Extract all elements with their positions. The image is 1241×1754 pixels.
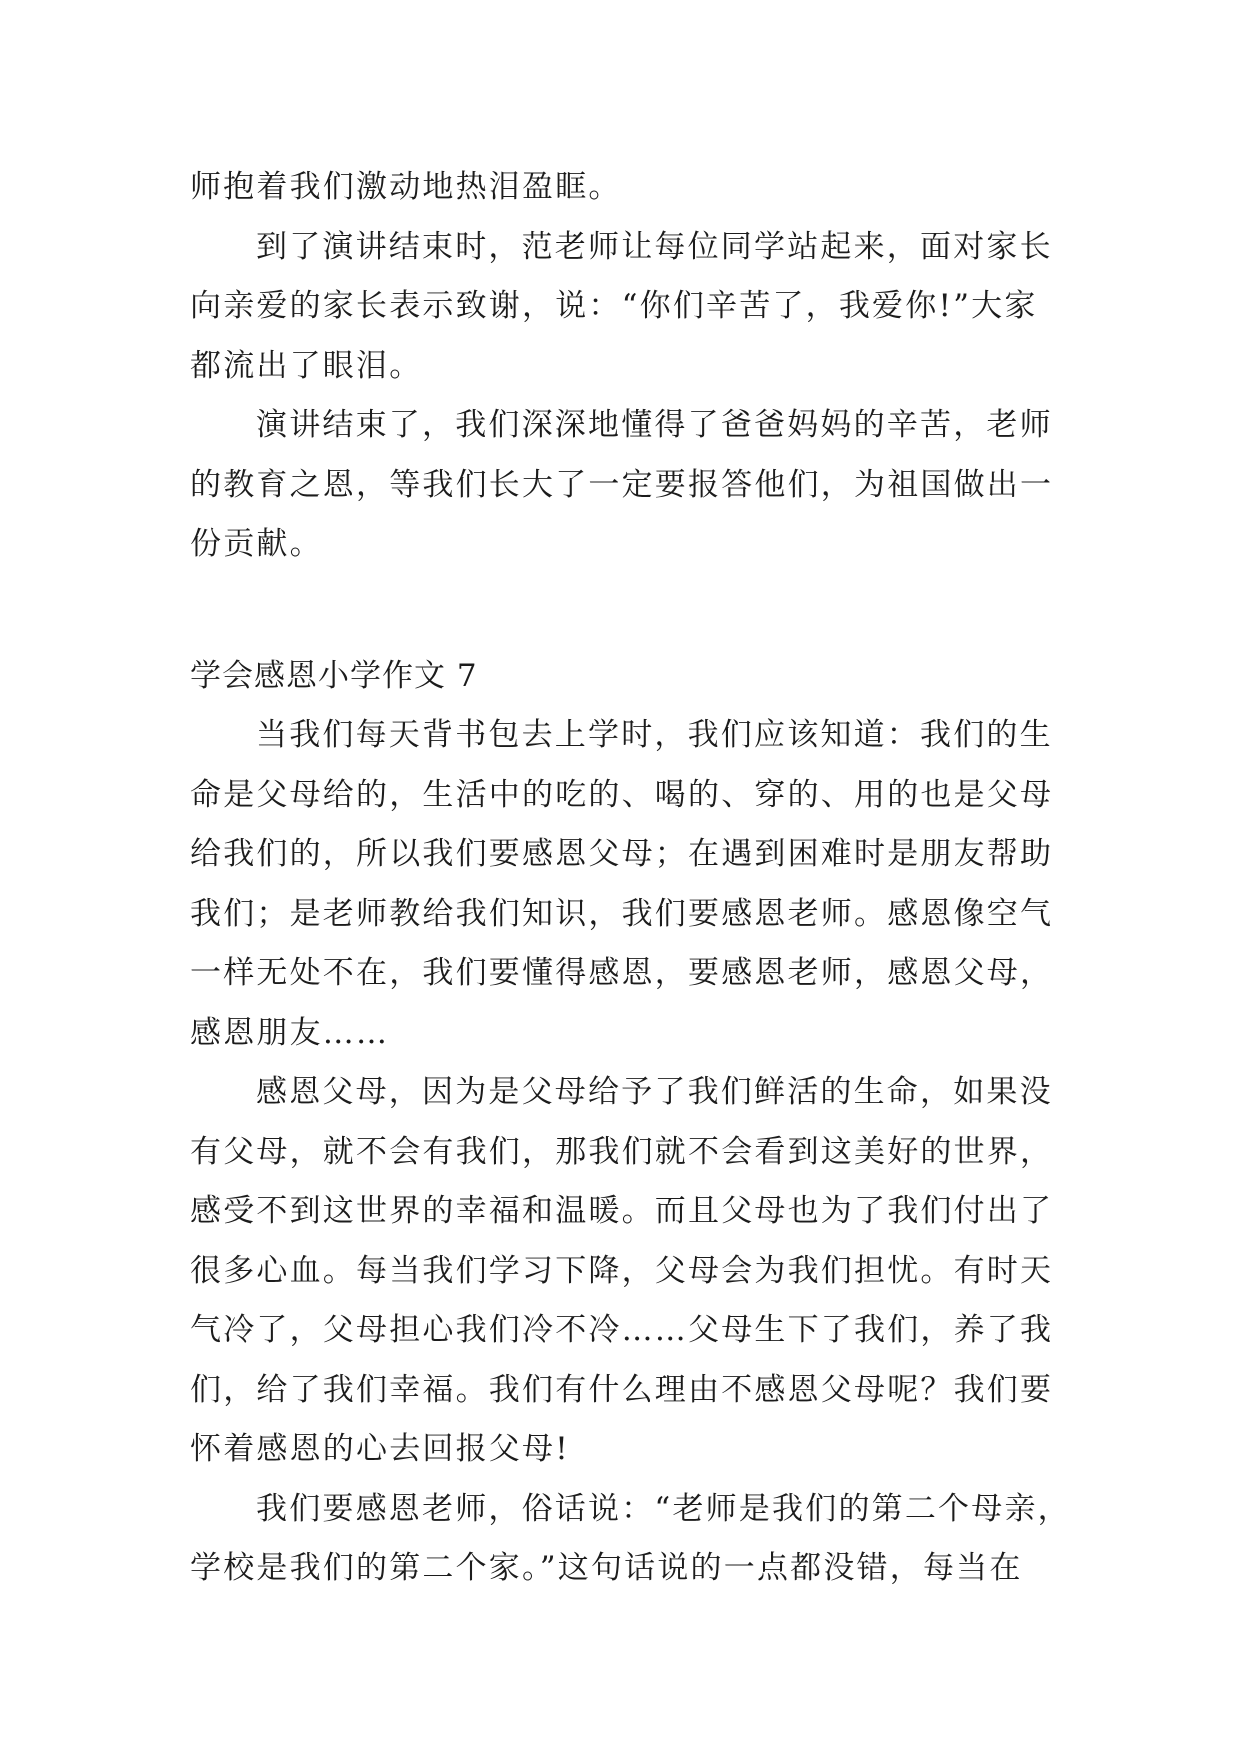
- text-line: 我们要感恩老师，俗话说：“老师是我们的第二个母亲，: [256, 1490, 1071, 1527]
- essay-title: 学会感恩小学作文 7: [190, 657, 478, 694]
- text-line: 向亲爱的家长表示致谢，说：“你们辛苦了，我爱你!”大家: [190, 288, 1038, 324]
- text-line: 演讲结束了，我们深深地懂得了爸爸妈妈的辛苦，老师: [256, 407, 1053, 443]
- text-line: 命是父母给的，生活中的吃的、喝的、穿的、用的也是父母: [190, 776, 1054, 813]
- text-line: 感受不到这世界的幸福和温暖。而且父母也为了我们付出了: [190, 1193, 1054, 1229]
- section-gap: [190, 575, 1070, 647]
- paragraph: [190, 158, 1070, 218]
- paragraph: [190, 396, 1070, 575]
- text-line: 都流出了眼泪。: [190, 347, 423, 384]
- text-line: 很多心血。每当我们学习下降，父母会为我们担忧。有时天: [190, 1252, 1054, 1289]
- text-line: 有父母，就不会有我们，那我们就不会看到这美好的世界，: [190, 1133, 1054, 1170]
- text-line: 怀着感恩的心去回报父母!: [190, 1431, 570, 1467]
- paragraph: [190, 1063, 1070, 1480]
- text-line: 感恩朋友……: [190, 1014, 390, 1051]
- text-line: 份贡献。: [190, 526, 323, 562]
- text-line: 到了演讲结束时，范老师让每位同学站起来，面对家长: [256, 228, 1053, 265]
- text-line: 学校是我们的第二个家。”这句话说的一点都没错，每当在: [190, 1550, 1023, 1586]
- text-line: 的教育之恩，等我们长大了一定要报答他们，为祖国做出一: [190, 466, 1054, 503]
- text-line: 一样无处不在，我们要懂得感恩，要感恩老师，感恩父母，: [190, 955, 1054, 991]
- text-line: 师抱着我们激动地热泪盈眶。: [190, 169, 622, 205]
- document-body: [190, 158, 1070, 1599]
- paragraph: [190, 1480, 1070, 1599]
- text-line: 当我们每天背书包去上学时，我们应该知道：我们的生: [256, 717, 1053, 753]
- text-line: 感恩父母，因为是父母给予了我们鲜活的生命，如果没: [256, 1074, 1053, 1110]
- paragraph: [190, 218, 1070, 397]
- text-line: 们，给了我们幸福。我们有什么理由不感恩父母呢？我们要: [190, 1371, 1054, 1408]
- text-line: 我们；是老师教给我们知识，我们要感恩老师。感恩像空气: [190, 895, 1054, 932]
- text-line: 气冷了，父母担心我们冷不冷……父母生下了我们，养了我: [190, 1312, 1054, 1348]
- paragraph: [190, 706, 1070, 1063]
- text-line: 给我们的，所以我们要感恩父母；在遇到困难时是朋友帮助: [190, 836, 1054, 872]
